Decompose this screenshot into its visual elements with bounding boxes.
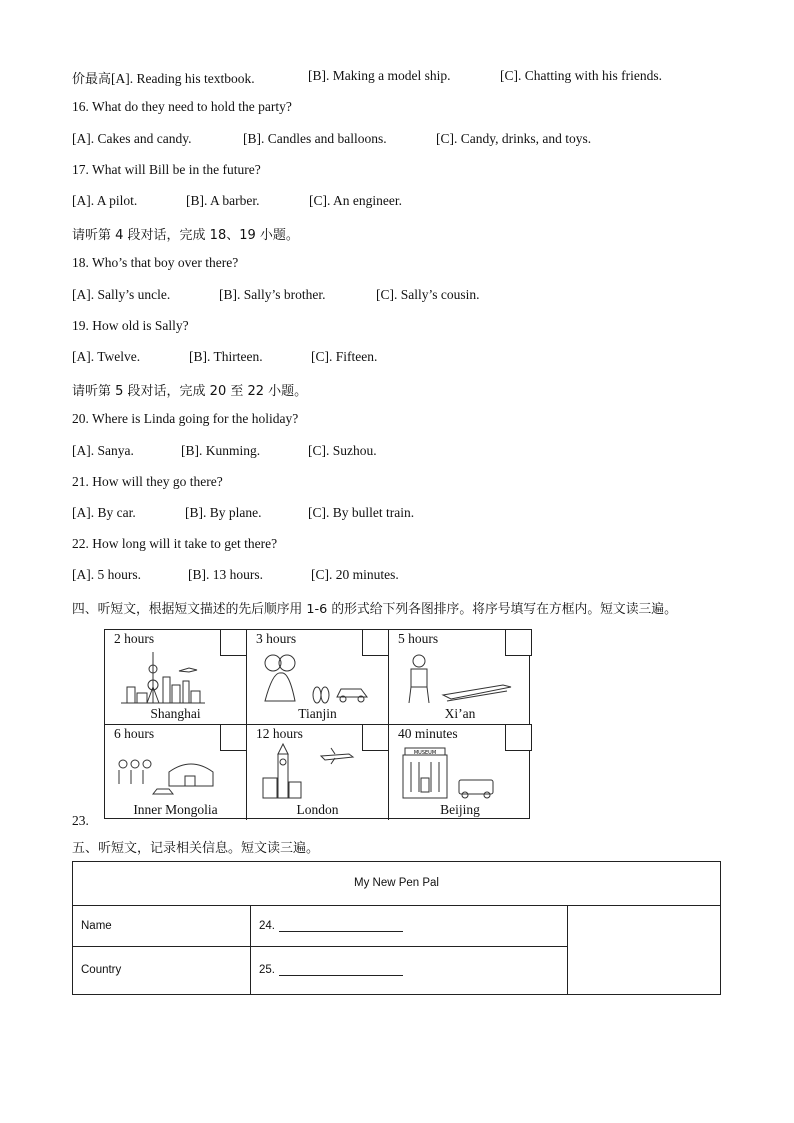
q16-option-c: [C]. Candy, drinks, and toys. xyxy=(436,131,592,146)
row-label-country: Country xyxy=(73,947,251,994)
q17-question: 17. What will Bill be in the future? xyxy=(72,162,261,177)
q18-option-c: [C]. Sally’s cousin. xyxy=(376,287,480,302)
answer-number: 24. xyxy=(259,920,275,932)
q23-number: 23. xyxy=(72,813,89,828)
q20-option-c: [C]. Suzhou. xyxy=(308,443,377,458)
q22-option-b: [B]. 13 hours. xyxy=(188,567,263,582)
row-answer-25 xyxy=(251,947,568,994)
q16-option-b: [B]. Candles and balloons. xyxy=(243,131,387,146)
picture-grid xyxy=(104,629,530,819)
q20-option-a: [A]. Sanya. xyxy=(72,443,134,458)
q21-question: 21. How will they go there? xyxy=(72,474,223,489)
picture-time: 12 hours xyxy=(256,726,303,741)
picture-time: 2 hours xyxy=(114,631,155,646)
picture-time: 6 hours xyxy=(114,726,155,741)
q18-option-b: [B]. Sally’s brother. xyxy=(219,287,326,302)
q15-option-c: [C]. Chatting with his friends. xyxy=(500,68,662,83)
section-dialog-5: 请听第 5 段对话，完成 20 至 22 小题。 xyxy=(72,384,308,399)
picture-place: Beijing xyxy=(440,802,480,817)
picture-time: 5 hours xyxy=(398,631,439,646)
row-label-name: Name xyxy=(73,905,251,947)
q22-option-c: [C]. 20 minutes. xyxy=(311,567,399,582)
q21-option-a: [A]. By car. xyxy=(72,505,136,520)
shanghai-skyline-icon xyxy=(113,647,239,707)
q21-option-c: [C]. By bullet train. xyxy=(308,505,415,520)
q17-option-c: [C]. An engineer. xyxy=(309,193,402,208)
picture-place: Tianjin xyxy=(298,706,337,721)
q17-option-a: [A]. A pilot. xyxy=(72,193,138,208)
q22-question: 22. How long will it take to get there? xyxy=(72,536,278,551)
picture-cell-shanghai xyxy=(105,630,247,725)
q18-question: 18. Who’s that boy over there? xyxy=(72,255,239,270)
q15-option-b: [B]. Making a model ship. xyxy=(308,68,451,83)
q21-option-b: [B]. By plane. xyxy=(185,505,262,520)
picture-place: Xi’an xyxy=(444,706,476,721)
q17-option-b: [B]. A barber. xyxy=(186,193,260,208)
picture-time: 3 hours xyxy=(256,631,297,646)
picture-time: 40 minutes xyxy=(398,726,458,741)
picture-place: Inner Mongolia xyxy=(133,802,218,817)
q16-option-a: [A]. Cakes and candy. xyxy=(72,131,192,146)
q19-option-c: [C]. Fifteen. xyxy=(311,349,378,364)
pen-pal-table xyxy=(72,861,721,995)
row-answer-24 xyxy=(251,905,568,947)
picture-place: Shanghai xyxy=(150,706,201,721)
q20-question: 20. Where is Linda going for the holiday? xyxy=(72,411,299,426)
section-5-heading: 五、听短文，记录相关信息。短文读三遍。 xyxy=(72,841,320,856)
q15-prefix: 价最高 xyxy=(72,72,112,87)
q20-option-b: [B]. Kunming. xyxy=(181,443,261,458)
terracotta-warrior-icon xyxy=(397,647,523,707)
yurt-icon xyxy=(113,742,239,802)
q15-options-row xyxy=(72,68,255,87)
answer-number: 25. xyxy=(259,964,275,976)
answer-blank[interactable] xyxy=(279,963,403,976)
picture-cell-inner-mongolia xyxy=(105,725,247,820)
q22-option-a: [A]. 5 hours. xyxy=(72,567,141,582)
section-dialog-4: 请听第 4 段对话，完成 18、19 小题。 xyxy=(72,228,299,243)
q19-question: 19. How old is Sally? xyxy=(72,318,189,333)
picture-cell-beijing xyxy=(389,725,531,820)
q16-question: 16. What do they need to hold the party? xyxy=(72,99,292,114)
picture-cell-london xyxy=(247,725,389,820)
q15-option-a: [A]. Reading his textbook. xyxy=(111,71,255,86)
museum-icon xyxy=(397,742,523,802)
q19-option-a: [A]. Twelve. xyxy=(72,349,141,364)
picture-cell-tianjin xyxy=(247,630,389,725)
table-title: My New Pen Pal xyxy=(73,862,720,906)
q18-option-a: [A]. Sally’s uncle. xyxy=(72,287,171,302)
answer-blank[interactable] xyxy=(279,919,403,932)
clay-figurines-icon xyxy=(255,647,381,707)
q19-option-b: [B]. Thirteen. xyxy=(189,349,263,364)
museum-sign: MUSEUM xyxy=(413,750,437,756)
picture-cell-xian xyxy=(389,630,531,725)
big-ben-icon xyxy=(255,742,381,802)
section-4-heading: 四、听短文，根据短文描述的先后顺序用 1-6 的形式给下列各图排序。将序号填写在方框内。短文读三遍。 xyxy=(72,602,677,617)
picture-place: London xyxy=(296,802,339,817)
